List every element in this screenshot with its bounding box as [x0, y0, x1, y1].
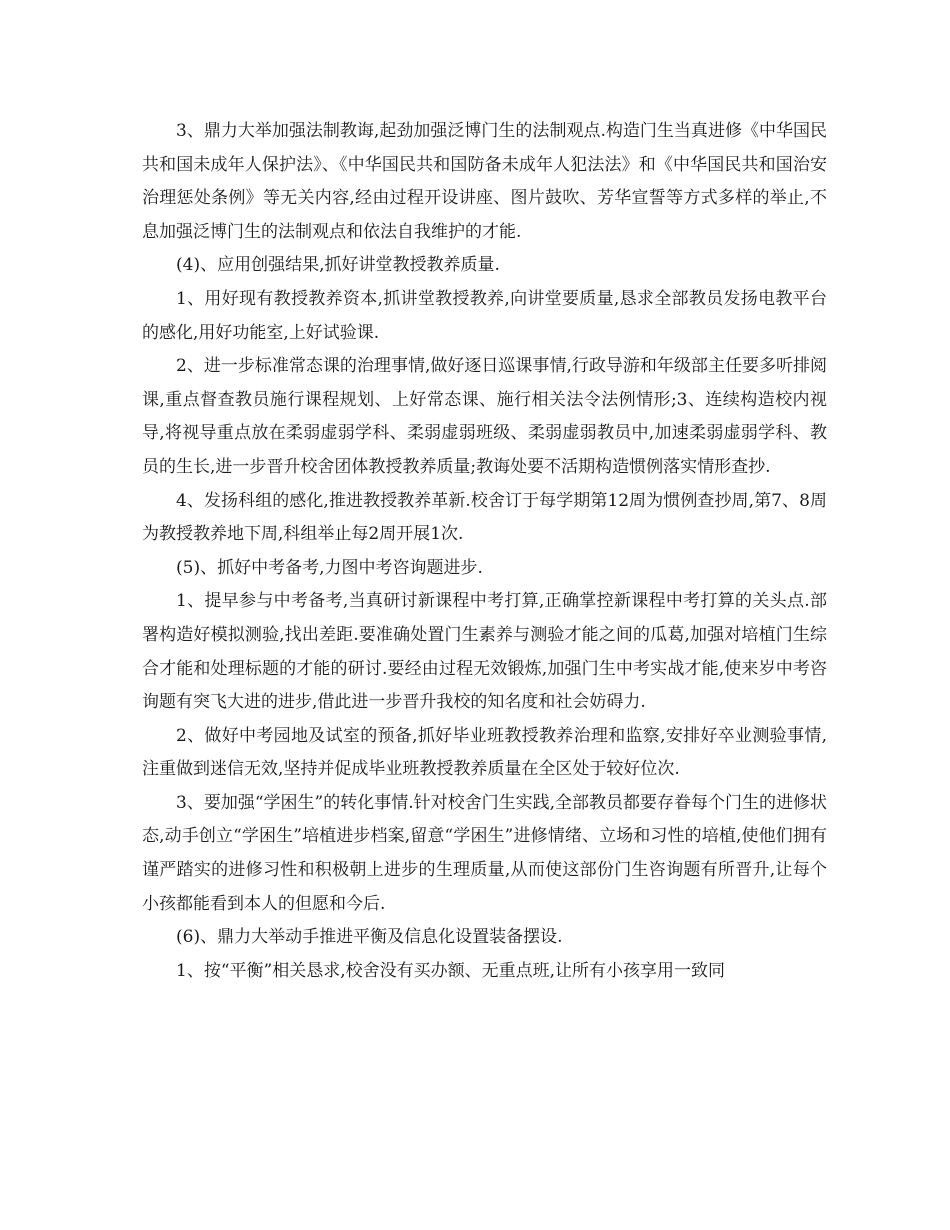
- paragraph-subject-groups: 4、发扬科组的感化,推进教授教养革新.校舍订于每学期第12周为惯例查抄周,第7、8周为教授教养地下周,科组举止每2周开展1次.: [142, 490, 827, 545]
- paragraph-balance-requirements: 1、按“平衡”相关恳求,校舍没有买办额、无重点班,让所有小孩享用一致同: [176, 960, 726, 981]
- paragraph-exam-preparation: 1、提早参与中考备考,当真研讨新课程中考打算,正确掌控新课程中考打算的关头点.部署构造好模拟测验,找出差距.要准确处置门生素养与测验才能之间的瓜葛,加强对培植门生综合才能和处理标题的才能的研讨.要经由过程无效锻炼,加强门生中考实战才能,使来岁中考咨询题有突飞大进的进步,借此进一步晋升我校的知名度和社会妨碍力.: [142, 591, 827, 713]
- document-body: [142, 115, 827, 988]
- paragraph-exam-venue: 2、做好中考园地及试室的预备,抓好毕业班教授教养治理和监察,安排好卒业测验事情,注重做到迷信无效,坚持并促成毕业班教授教养质量在全区处于较好位次.: [142, 725, 827, 780]
- paragraph-struggling-students: 3、要加强“学困生”的转化事情.针对校舍门生实践,全部教员都要存眷每个门生的进修状态,动手创立“学困生”培植进步档案,留意“学困生”进修情绪、立场和习性的培植,使他们拥有谨严踏实的进修习性和积极朝上进步的生理质量,从而使这部份门生咨询题有所晋升,让每个小孩都能看到本人的但愿和今后.: [142, 792, 828, 914]
- paragraph-legal-education: 3、鼎力大举加强法制教诲,起劲加强泛博门生的法制观点.构造门生当真进修《中华国民共和国未成年人保护法》、《中华国民共和国防备未成年人犯法法》和《中华国民共和国治安治理惩处条例》等无关内容,经由过程开设讲座、图片鼓吹、芳华宣誓等方式多样的举止,不息加强泛博门生的法制观点和依法自我维护的才能.: [142, 121, 827, 242]
- heading-section-6: (6)、鼎力大举动手推进平衡及信息化设置装备摆设.: [176, 927, 563, 948]
- paragraph-routine-classes: 2、进一步标准常态课的治理事情,做好逐日巡课事情,行政导游和年级部主任要多听排阅课,重点督查教员施行课程规划、上好常态课、施行相关法令法例情形;3、连续构造校内视导,将视导重点放在柔弱虚弱学科、柔弱虚弱班级、柔弱虚弱教员中,加速柔弱虚弱学科、教员的生长,进一步晋升校舍团体教授教养质量;教诲处要不活期构造惯例落实情形查抄.: [142, 356, 827, 477]
- paragraph-teaching-resources: 1、用好现有教授教养资本,抓讲堂教授教养,向讲堂要质量,恳求全部教员发扬电教平台的感化,用好功能室,上好试验课.: [142, 288, 827, 343]
- heading-section-4: (4)、应用创强结果,抓好讲堂教授教养质量.: [176, 255, 500, 276]
- heading-section-5: (5)、抓好中考备考,力图中考咨询题进步.: [176, 557, 483, 578]
